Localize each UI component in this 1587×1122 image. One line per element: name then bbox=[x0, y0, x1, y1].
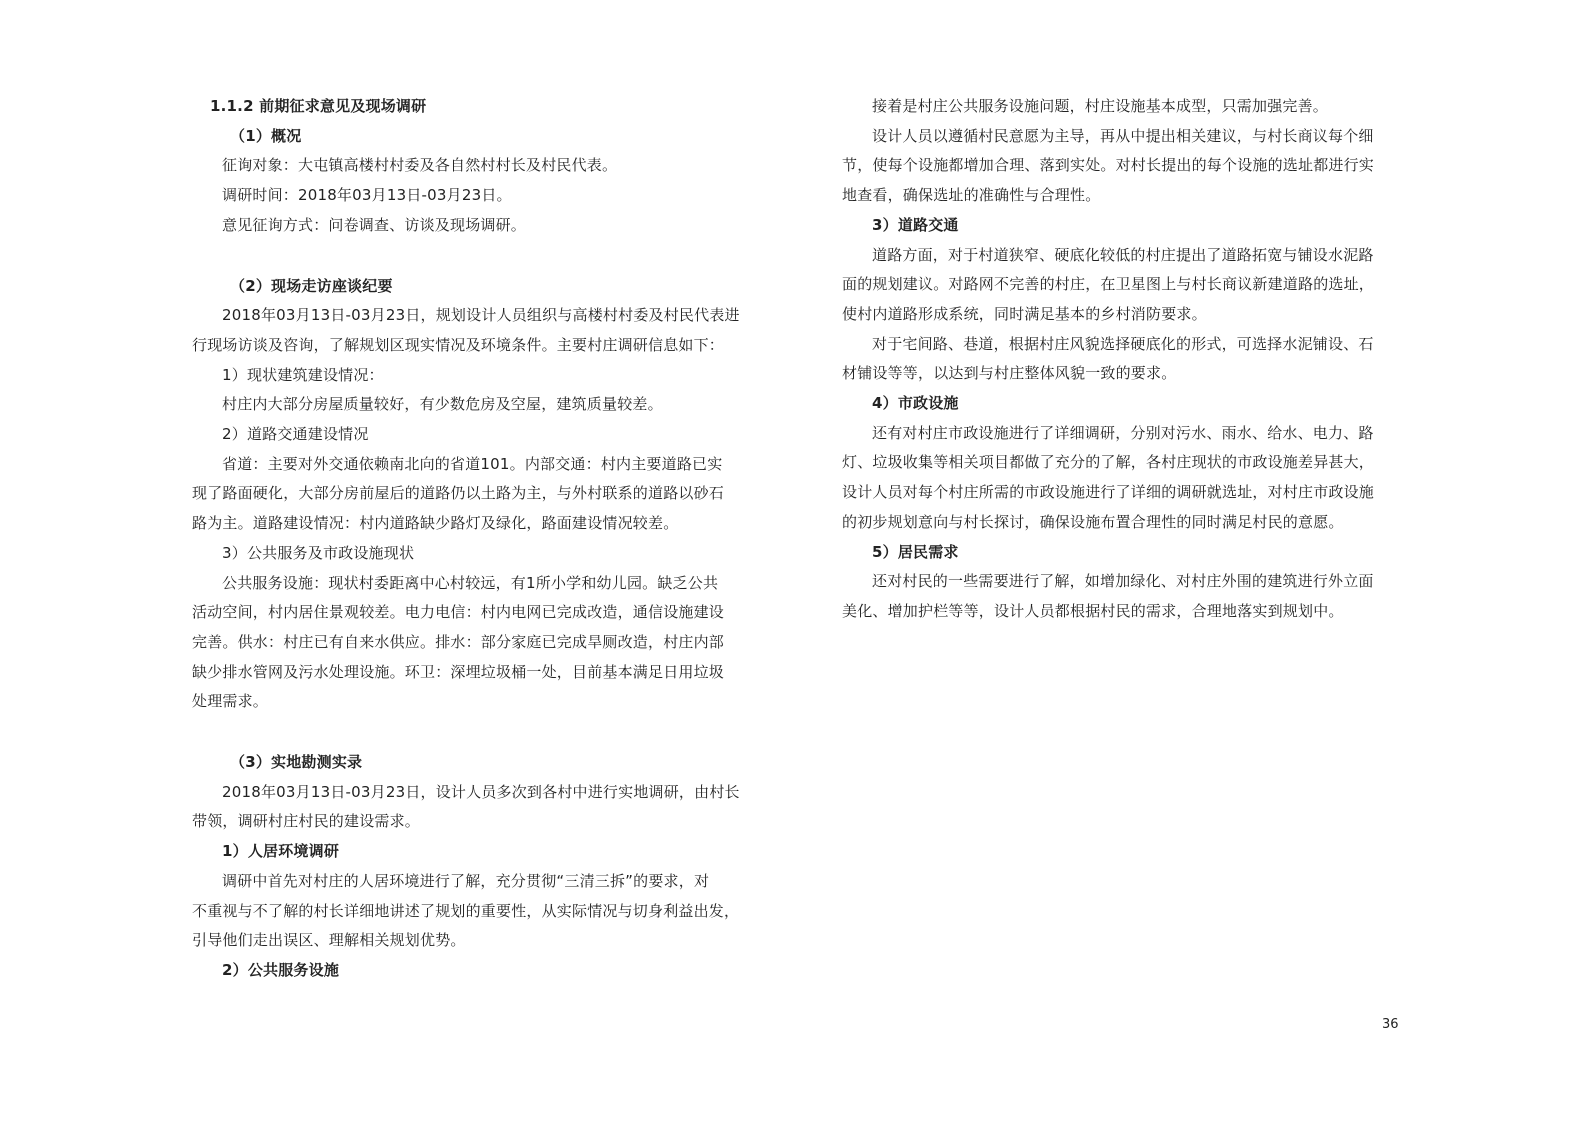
municipal-line: 的初步规划意向与村长探讨，确保设施布置合理性的同时满足村民的意愿。 bbox=[842, 512, 1344, 531]
residents-title: 5）居民需求 bbox=[872, 542, 959, 561]
residents-line: 还对村民的一些需要进行了解，如增加绿化、对村庄外围的建筑进行外立面 bbox=[872, 572, 1374, 591]
road-line: 材铺设等等，以达到与村庄整体风貌一致的要求。 bbox=[842, 364, 1177, 383]
visit-intro-line: 行现场访谈及咨询，了解规划区现实情况及环境条件。主要村庄调研信息如下： bbox=[192, 335, 725, 354]
overview-line: 调研时间：2018年03月13日-03月23日。 bbox=[222, 186, 512, 205]
road-title: 3）道路交通 bbox=[872, 215, 959, 234]
visit-item2-line: 现了路面硬化，大部分房前屋后的道路仍以土路为主，与外村联系的道路以砂石 bbox=[192, 484, 725, 503]
visit-item2-line: 路为主。道路建设情况：村内道路缺少路灯及绿化，路面建设情况较差。 bbox=[192, 514, 679, 533]
paragraph-gap bbox=[192, 717, 760, 748]
visit-item1-title: 1）现状建筑建设情况： bbox=[222, 365, 384, 384]
overview-line: 征询对象：大屯镇高楼村村委及各自然村村长及村民代表。 bbox=[222, 156, 618, 175]
municipal-line: 设计人员对每个村庄所需的市政设施进行了详细的调研就选址，对村庄市政设施 bbox=[842, 483, 1375, 502]
survey-heading: （3）实地勘测实录 bbox=[230, 753, 363, 772]
left-column bbox=[192, 92, 760, 986]
municipal-title: 4）市政设施 bbox=[872, 394, 959, 413]
visit-item3-line: 公共服务设施：现状村委距离中心村较远，有1所小学和幼儿园。缺乏公共 bbox=[222, 573, 719, 592]
municipal-line: 灯、垃圾收集等相关项目都做了充分的了解，各村庄现状的市政设施差异甚大， bbox=[842, 453, 1375, 472]
survey-sub1-line: 调研中首先对村庄的人居环境进行了解，充分贯彻“三清三拆”的要求，对 bbox=[222, 871, 710, 890]
survey-intro-line: 2018年03月13日-03月23日，设计人员多次到各村中进行实地调研，由村长 bbox=[222, 782, 740, 801]
road-line: 道路方面，对于村道狭窄、硬底化较低的村庄提出了道路拓宽与铺设水泥路 bbox=[872, 245, 1374, 264]
visit-item3-line: 缺少排水管网及污水处理设施。环卫：深埋垃圾桶一处，目前基本满足日用垃圾 bbox=[192, 662, 725, 681]
survey-sub2-title: 2）公共服务设施 bbox=[222, 960, 340, 979]
visit-item1-line: 村庄内大部分房屋质量较好，有少数危房及空屋，建筑质量较差。 bbox=[222, 395, 663, 414]
public-line: 节，使每个设施都增加合理、落到实处。对村长提出的每个设施的选址都进行实 bbox=[842, 156, 1375, 175]
road-line: 面的规划建议。对路网不完善的村庄，在卫星图上与村长商议新建道路的选址， bbox=[842, 275, 1375, 294]
visit-heading: （2）现场走访座谈纪要 bbox=[230, 276, 393, 295]
residents-line: 美化、增加护栏等等，设计人员都根据村民的需求，合理地落实到规划中。 bbox=[842, 601, 1344, 620]
visit-intro-line: 2018年03月13日-03月23日，规划设计人员组织与高楼村村委及村民代表进 bbox=[222, 306, 740, 325]
road-line: 使村内道路形成系统，同时满足基本的乡村消防要求。 bbox=[842, 304, 1207, 323]
page-number: 36 bbox=[1382, 1017, 1399, 1032]
section-title: 1.1.2 前期征求意见及现场调研 bbox=[210, 97, 427, 115]
municipal-line: 还有对村庄市政设施进行了详细调研，分别对污水、雨水、给水、电力、路 bbox=[872, 423, 1374, 442]
public-line: 接着是村庄公共服务设施问题，村庄设施基本成型，只需加强完善。 bbox=[872, 97, 1329, 115]
visit-item3-line: 完善。供水：村庄已有自来水供应。排水：部分家庭已完成旱厕改造，村庄内部 bbox=[192, 632, 725, 651]
overview-heading: （1）概况 bbox=[230, 126, 302, 145]
paragraph-gap bbox=[192, 241, 760, 272]
visit-item2-line: 省道：主要对外交通依赖南北向的省道101。内部交通：村内主要道路已实 bbox=[222, 454, 723, 473]
survey-intro-line: 带领，调研村庄村民的建设需求。 bbox=[192, 812, 421, 831]
overview-line: 意见征询方式：问卷调查、访谈及现场调研。 bbox=[222, 215, 527, 234]
survey-sub1-line: 引导他们走出误区、理解相关规划优势。 bbox=[192, 931, 466, 950]
survey-sub1-title: 1）人居环境调研 bbox=[222, 842, 340, 861]
public-line: 设计人员以遵循村民意愿为主导，再从中提出相关建议，与村长商议每个细 bbox=[872, 126, 1374, 145]
visit-item2-title: 2）道路交通建设情况 bbox=[222, 425, 369, 444]
visit-item3-line: 处理需求。 bbox=[192, 692, 269, 711]
right-column bbox=[842, 92, 1407, 627]
road-line: 对于宅间路、巷道，根据村庄风貌选择硬底化的形式，可选择水泥铺设、石 bbox=[872, 334, 1374, 353]
visit-item3-title: 3）公共服务及市政设施现状 bbox=[222, 543, 415, 562]
public-line: 地查看，确保选址的准确性与合理性。 bbox=[842, 186, 1101, 205]
visit-item3-line: 活动空间，村内居住景观较差。电力电信：村内电网已完成改造，通信设施建设 bbox=[192, 603, 725, 622]
survey-sub1-line: 不重视与不了解的村长详细地讲述了规划的重要性，从实际情况与切身利益出发， bbox=[192, 901, 740, 920]
